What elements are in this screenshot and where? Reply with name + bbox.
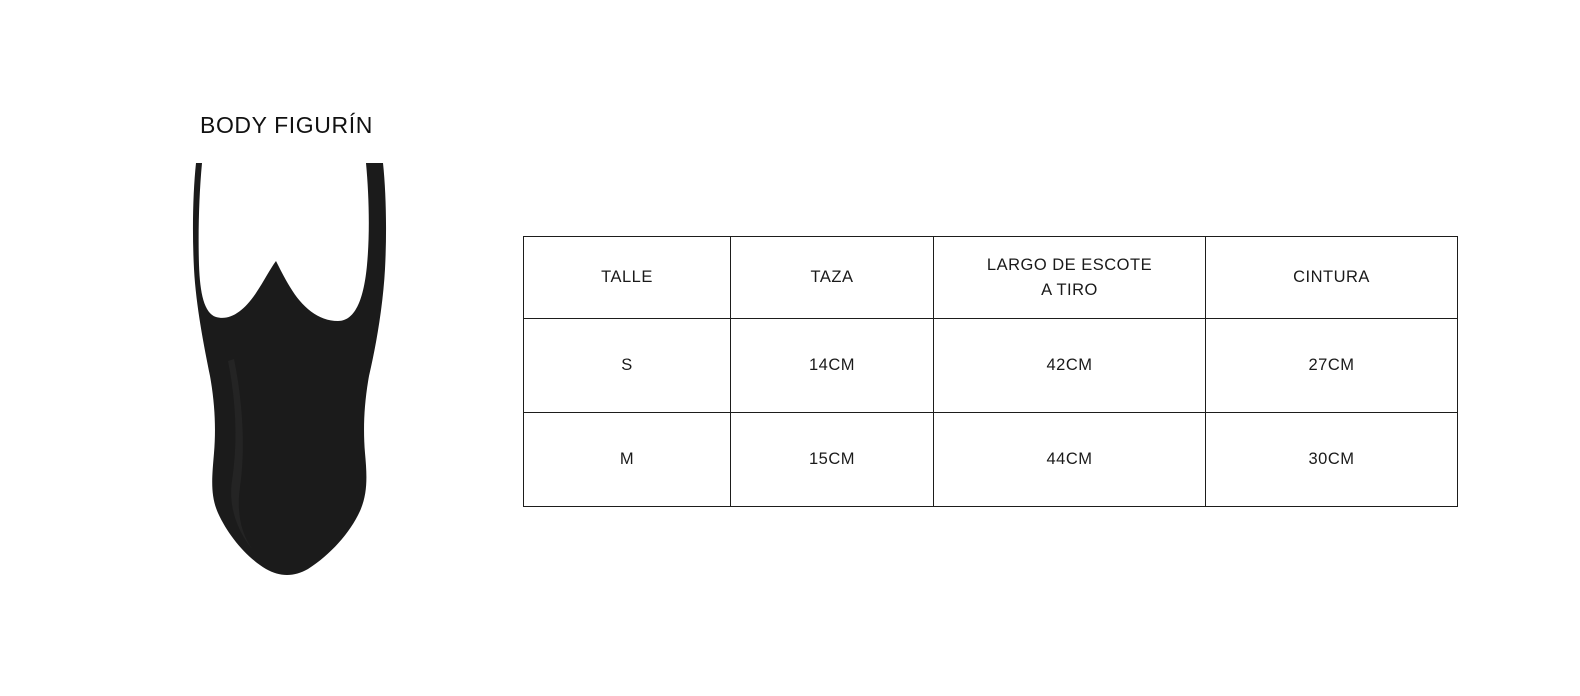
page-title: BODY FIGURÍN <box>200 112 373 138</box>
table-row <box>524 319 1458 413</box>
size-table-container <box>523 236 1457 507</box>
cell-talle: S <box>524 319 731 413</box>
product-block <box>188 112 478 581</box>
one-piece-bodysuit-icon <box>188 161 478 581</box>
cell-largo: 44CM <box>934 413 1206 507</box>
column-header-cintura <box>1206 237 1458 319</box>
cell-taza: 14CM <box>731 319 934 413</box>
column-header-largo-escote-a-tiro <box>934 237 1206 319</box>
table-header-row <box>524 237 1458 319</box>
column-header-cintura-line-1: CINTURA <box>1293 268 1370 287</box>
column-header-talle <box>524 237 731 319</box>
product-illustration <box>188 161 478 581</box>
cell-taza: 15CM <box>731 413 934 507</box>
column-header-taza-line-1: TAZA <box>810 268 854 287</box>
column-header-largo-line-2: A TIRO <box>1041 280 1098 299</box>
size-table <box>523 236 1458 507</box>
cell-largo: 42CM <box>934 319 1206 413</box>
cell-talle: M <box>524 413 731 507</box>
column-header-talle-line-1: TALLE <box>601 268 653 287</box>
table-row <box>524 413 1458 507</box>
cell-cintura: 30CM <box>1206 413 1458 507</box>
column-header-largo-line-1: LARGO DE ESCOTE <box>986 255 1153 274</box>
cell-cintura: 27CM <box>1206 319 1458 413</box>
column-header-taza <box>731 237 934 319</box>
